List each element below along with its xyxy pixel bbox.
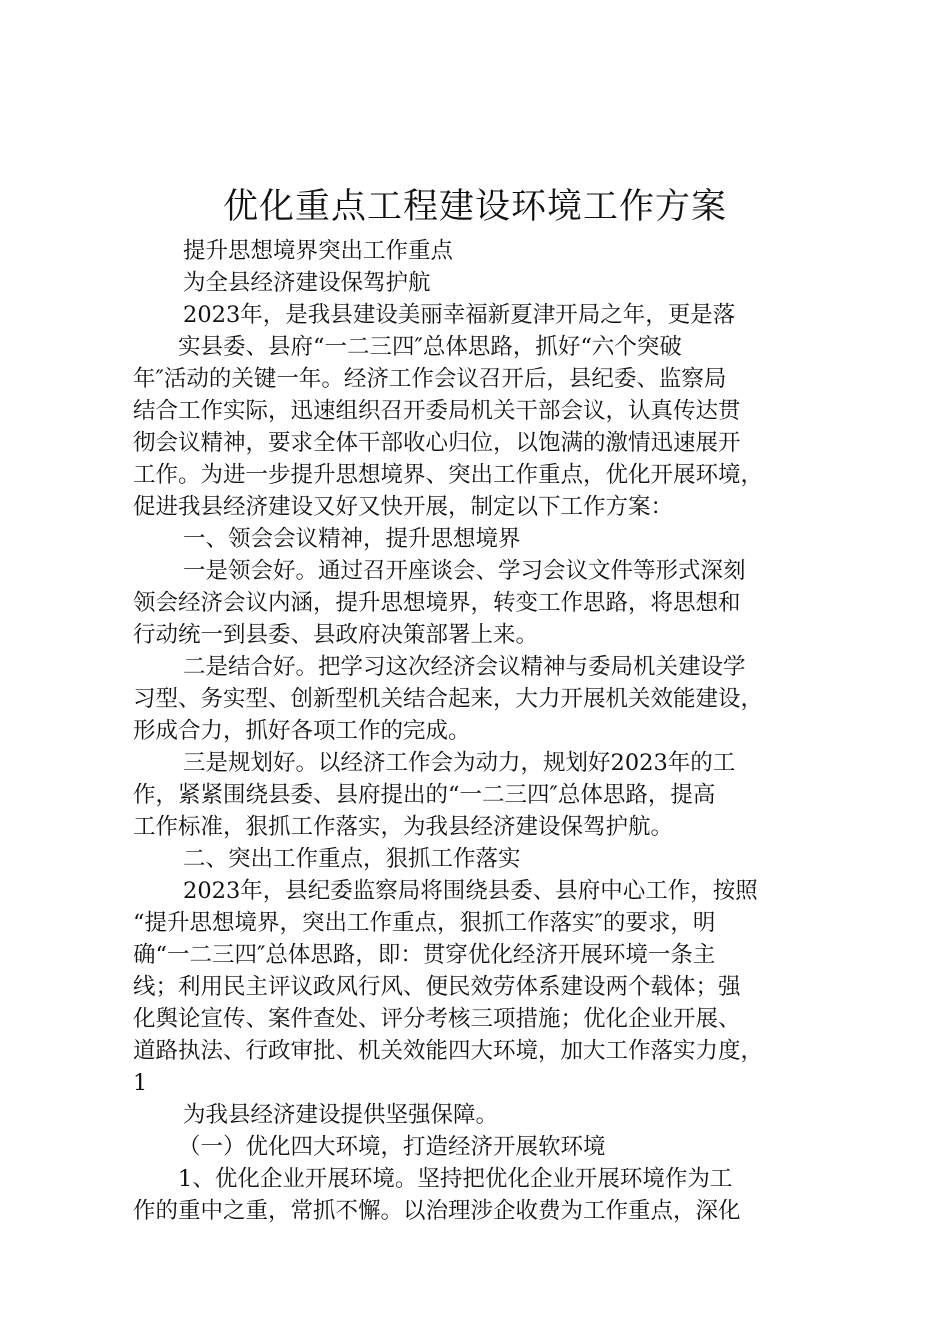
subtitle-line-1: 提升思想境界突出工作重点 <box>183 238 454 264</box>
paragraph-line: 2023年，是我县建设美丽幸福新夏津开局之年，更是落 <box>183 302 736 328</box>
paragraph-line: 促进我县经济建设又好又快开展，制定以下工作方案： <box>133 494 674 520</box>
paragraph-line: 一是领会好。通过召开座谈会、学习会议文件等形式深刻 <box>183 558 746 584</box>
paragraph-line: “提升思想境界，突出工作重点，狠抓工作落实″的要求，明 <box>133 910 716 936</box>
paragraph-line: 彻会议精神，要求全体干部收心归位，以饱满的激情迅速展开 <box>133 430 741 456</box>
paragraph-line: 作的重中之重，常抓不懈。以治理涉企收费为工作重点，深化 <box>133 1198 741 1224</box>
section-heading: 二、突出工作重点，狠抓工作落实 <box>183 846 521 872</box>
paragraph-line: 化舆论宣传、案件查处、评分考核三项措施；优化企业开展、 <box>133 1006 741 1032</box>
paragraph-line: 1、优化企业开展环境。坚持把优化企业开展环境作为工 <box>178 1166 733 1192</box>
paragraph-line: 二是结合好。把学习这次经济会议精神与委局机关建设学 <box>183 654 746 680</box>
paragraph-line: 习型、务实型、创新型机关结合起来，大力开展机关效能建设， <box>133 686 764 712</box>
paragraph-line: 形成合力，抓好各项工作的完成。 <box>133 718 471 744</box>
paragraph-line: 结合工作实际，迅速组织召开委局机关干部会议，认真传达贯 <box>133 398 741 424</box>
paragraph-line: 年″活动的关键一年。经济工作会议召开后，县纪委、监察局 <box>133 366 727 392</box>
paragraph-line: 为我县经济建设提供坚强保障。 <box>183 1102 499 1128</box>
document-title: 优化重点工程建设环境工作方案 <box>222 187 727 227</box>
paragraph-line: 线；利用民主评议政风行风、便民效劳体系建设两个载体；强 <box>133 974 741 1000</box>
subtitle-line-2: 为全县经济建设保驾护航 <box>183 270 431 296</box>
paragraph-line: 2023年，县纪委监察局将围绕县委、县府中心工作，按照 <box>183 878 758 904</box>
section-heading: 一、领会会议精神，提升思想境界 <box>183 526 521 552</box>
subsection-heading: （一）优化四大环境，打造经济开展软环境 <box>178 1134 606 1160</box>
paragraph-line: 行动统一到县委、县政府决策部署上来。 <box>133 622 539 648</box>
paragraph-line: 工作。为进一步提升思想境界、突出工作重点，优化开展环境， <box>133 462 764 488</box>
paragraph-line: 工作标准，狠抓工作落实，为我县经济建设保驾护航。 <box>133 814 674 840</box>
paragraph-line: 三是规划好。以经济工作会为动力，规划好2023年的工 <box>183 750 736 776</box>
paragraph-line: 道路执法、行政审批、机关效能四大环境，加大工作落实力度， <box>133 1038 764 1064</box>
paragraph-line: 实县委、县府“一二三四″总体思路，抓好“六个突破 <box>178 334 682 360</box>
paragraph-line: 确“一二三四″总体思路，即：贯穿优化经济开展环境一条主 <box>133 942 716 968</box>
paragraph-line: 领会经济会议内涵，提升思想境界，转变工作思路，将思想和 <box>133 590 741 616</box>
paragraph-line: 作，紧紧围绕县委、县府提出的“一二三四″总体思路，提高 <box>133 782 716 808</box>
page-number: 1 <box>133 1070 148 1096</box>
